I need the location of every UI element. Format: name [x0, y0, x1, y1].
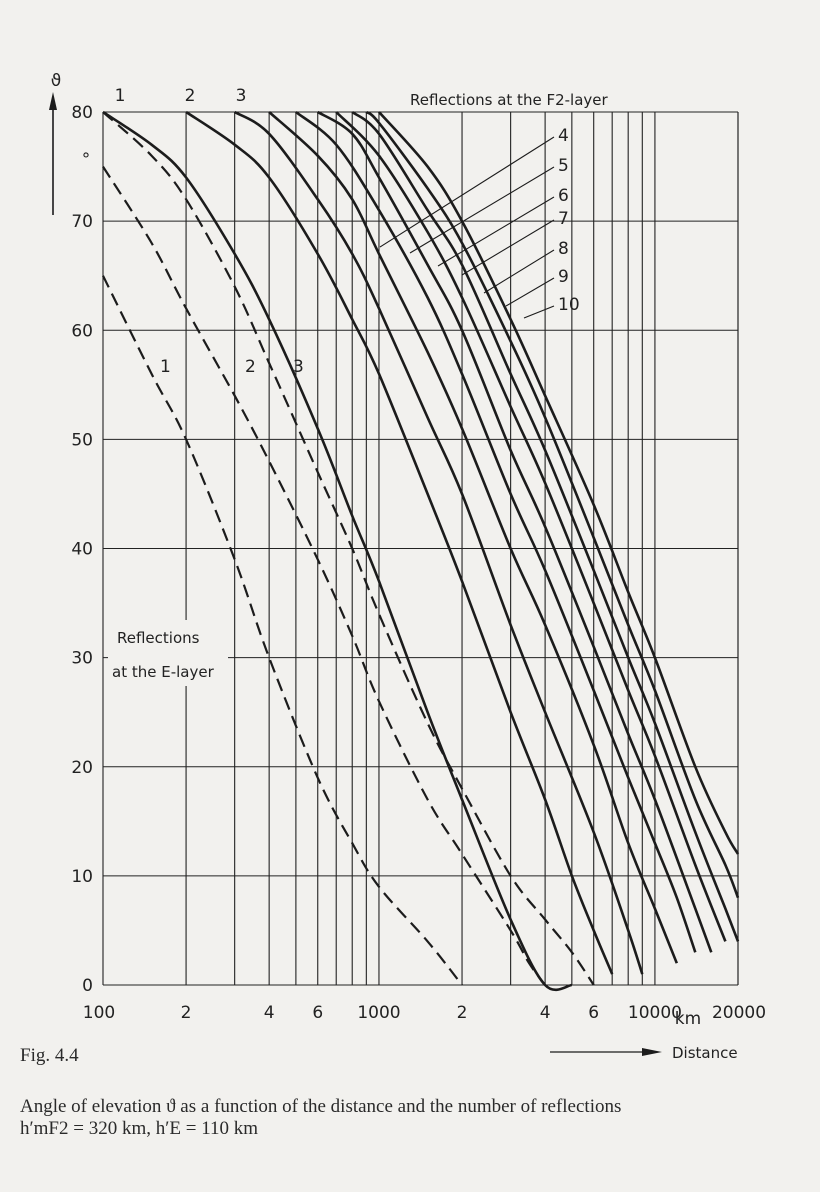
figure-caption-title: Fig. 4.4 — [20, 1045, 79, 1066]
f2-curve-label: 6 — [558, 186, 569, 206]
e-group-label-line1: Reflections — [117, 629, 200, 647]
f2-curve-label: 9 — [558, 267, 569, 287]
f2-curve-label: 10 — [558, 295, 580, 315]
f2-curve-1 — [103, 112, 572, 990]
y-tick-label: 20 — [71, 757, 93, 778]
x-tick-label: 1000 — [357, 1003, 401, 1023]
x-unit-label: km — [674, 1009, 702, 1029]
x-tick-label: 4 — [539, 1003, 551, 1023]
x-axis-label: Distance — [672, 1044, 738, 1062]
y-tick-label: 50 — [71, 430, 93, 451]
f2-curve-label: 3 — [235, 86, 247, 106]
f2-curve-label: 8 — [558, 239, 569, 259]
f2-label-leader — [506, 278, 554, 306]
e-layer-curve-2 — [103, 167, 545, 985]
y-axis-symbol: ϑ — [50, 71, 62, 91]
x-tick-label: 6 — [312, 1003, 324, 1023]
f2-label-leader — [484, 250, 554, 293]
y-tick-label: 70 — [71, 212, 93, 233]
x-tick-label: 2 — [456, 1003, 468, 1023]
f2-group-label: Reflections at the F2-layer — [410, 91, 608, 109]
y-axis-arrow-head — [49, 92, 57, 110]
figure-caption-text: Angle of elevation ϑ as a function of the distance and the number of reflections — [20, 1096, 622, 1117]
chart-grid — [103, 112, 738, 985]
e-group-label-line2: at the E-layer — [112, 663, 214, 681]
f2-label-leader — [524, 306, 554, 318]
x-axis-arrow-head — [642, 1048, 662, 1056]
y-tick-label: 80 — [71, 103, 93, 123]
y-tick-label: 40 — [71, 539, 93, 560]
x-tick-label: 10000 — [627, 1003, 682, 1023]
y-tick-label: 30 — [71, 648, 93, 669]
y-tick-label: 0 — [82, 976, 93, 996]
f2-curve-label: 5 — [558, 156, 569, 176]
y-tick-label: 60 — [71, 321, 93, 342]
f2-curve-label: 2 — [184, 86, 196, 106]
y-unit-label: ° — [81, 150, 91, 170]
e-layer-curve-label: 2 — [245, 357, 256, 377]
f2-curve-label: 7 — [558, 209, 569, 229]
y-tick-label: 10 — [71, 866, 93, 887]
x-tick-label: 20000 — [711, 1003, 767, 1023]
x-tick-label: 4 — [263, 1003, 275, 1023]
f2-curve-5 — [296, 112, 695, 952]
e-layer-curve-label: 1 — [160, 357, 171, 377]
figure-caption-parameters: h′mF2 = 320 km, h′E = 110 km — [20, 1118, 259, 1139]
e-layer-curve-label: 3 — [293, 357, 304, 377]
f2-curve-9 — [366, 112, 738, 898]
x-tick-label: 2 — [180, 1003, 192, 1023]
chart-labels — [49, 71, 766, 1062]
x-tick-label: 100 — [82, 1003, 116, 1023]
x-tick-label: 6 — [588, 1003, 600, 1023]
f2-curve-6 — [318, 112, 712, 952]
f2-curve-label: 4 — [558, 126, 569, 146]
f2-curve-label: 1 — [114, 86, 126, 106]
f2-curve-2 — [186, 112, 612, 974]
